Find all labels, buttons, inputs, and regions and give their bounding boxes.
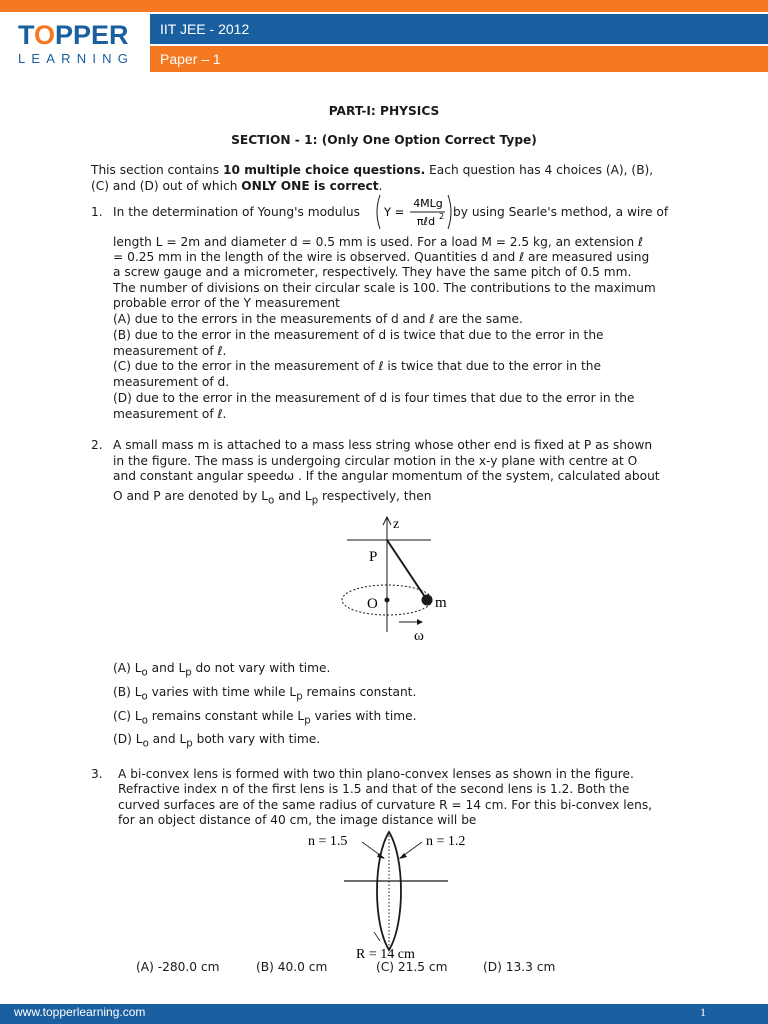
formula-numerator: 4MLg [413, 197, 443, 210]
q2-option-c: (C) $L_o$ remains constant while $L_p$ varies with time. [113, 709, 417, 727]
q1-line: a screw gauge and a micrometer, respectively. They have the same pitch of 0.5 mm. [113, 265, 632, 279]
q1-line: probable error of the Y measurement [113, 296, 340, 310]
q3-number: 3. [91, 767, 103, 781]
q3-line: A bi-convex lens is formed with two thin plano-convex lenses as shown in the figure. [118, 767, 634, 781]
q1-option-c-cont: measurement of d. [113, 375, 230, 389]
lens-1-index-label: n = 1.5 [308, 834, 348, 849]
q1-option-b-cont: measurement of ℓ. [113, 344, 227, 358]
q1-line: length L = 2m and diameter d = 0.5 mm is used. For a load M = 2.5 kg, an extension ℓ [113, 235, 643, 249]
section-title: SECTION - 1: (Only One Option Correct Type) [231, 133, 537, 147]
q2-figure-circular-motion [330, 512, 470, 652]
z-axis-label: z [393, 517, 400, 532]
q1-option-b: (B) due to the error in the measurement of d is twice that due to the error in the [113, 328, 604, 342]
paper-label: Paper – 1 [160, 51, 221, 67]
q3-line: curved surfaces are of the same radius of curvature R = 14 cm. For this bi-convex lens, [118, 798, 653, 812]
q1-formula [374, 192, 454, 232]
footer-bar [0, 1004, 768, 1024]
top-accent-bar [0, 0, 768, 12]
formula-exponent: 2 [439, 212, 445, 221]
point-o-label: O [367, 596, 378, 612]
q1-line: = 0.25 mm in the length of the wire is observed. Quantities d and ℓ are measured using [113, 250, 650, 264]
formula-lhs: Y = [384, 205, 405, 219]
q3-figure-biconvex-lens [300, 828, 480, 963]
exam-banner [150, 14, 768, 44]
q2-line-4: O and P are denoted by $L_o$ and $L_p$ respectively, then [113, 489, 432, 507]
q2-option-d: (D) $L_o$ and $L_p$ both vary with time. [113, 732, 321, 750]
q2-line: and constant angular speedω . If the angular momentum of the system, calculated about [113, 469, 660, 483]
q2-line: A small mass m is attached to a mass less string whose other end is fixed at P as shown [113, 438, 653, 452]
q2-number: 2. [91, 438, 103, 452]
logo-wordmark: TOPPER [18, 20, 129, 50]
q3-option-c: (C) 21.5 cm [376, 960, 448, 974]
q3-line: for an object distance of 40 cm, the image distance will be [118, 813, 477, 827]
topper-learning-logo[interactable] [18, 20, 138, 66]
radius-label: R = 14 cm [356, 947, 415, 962]
q1-number: 1. [91, 205, 103, 219]
q1-option-d: (D) due to the error in the measurement of d is four times that due to the error in the [113, 391, 635, 405]
q1-option-c: (C) due to the error in the measurement of ℓ is twice that due to the error in the [113, 359, 601, 373]
lens-2-index-label: n = 1.2 [426, 834, 466, 849]
q3-option-d: (D) 13.3 cm [483, 960, 556, 974]
intro-line-2: (C) and (D) out of which ONLY ONE is correct. [91, 179, 383, 193]
page-number: 1 [700, 1005, 706, 1019]
q3-option-a: (A) -280.0 cm [136, 960, 220, 974]
part-title: PART-I: PHYSICS [328, 104, 440, 118]
omega-label: ω [414, 628, 424, 644]
q1-line: The number of divisions on their circular scale is 100. The contributions to the maximum [113, 281, 656, 295]
exam-title: IIT JEE - 2012 [160, 21, 250, 37]
q1-option-a: (A) due to the errors in the measurements of d and ℓ are the same. [113, 312, 523, 326]
q1-line-1a: In the determination of Young's modulus [113, 205, 360, 219]
q2-option-b: (B) $L_o$ varies with time while $L_p$ remains constant. [113, 685, 417, 703]
logo-subtitle: LEARNING [18, 51, 135, 66]
q3-line: Refractive index n of the first lens is 1.5 and that of the second lens is 1.2. Both the [118, 782, 630, 796]
mass-m-label: m [435, 595, 447, 611]
formula-denominator: πℓd [416, 215, 436, 228]
point-p-label: P [369, 549, 378, 565]
intro-line-1: This section contains 10 multiple choice questions. Each question has 4 choices (A), (B), [91, 163, 654, 177]
q3-option-b: (B) 40.0 cm [256, 960, 328, 974]
q2-line: in the figure. The mass is undergoing circular motion in the x-y plane with centre at O [113, 454, 638, 468]
footer-website-link[interactable]: www.topperlearning.com [14, 1005, 146, 1019]
paper-banner [150, 46, 768, 72]
q2-option-a: (A) $L_o$ and $L_p$ do not vary with time. [113, 661, 331, 679]
q1-option-d-cont: measurement of ℓ. [113, 407, 227, 421]
q1-line-1b: by using Searle's method, a wire of [453, 205, 669, 219]
